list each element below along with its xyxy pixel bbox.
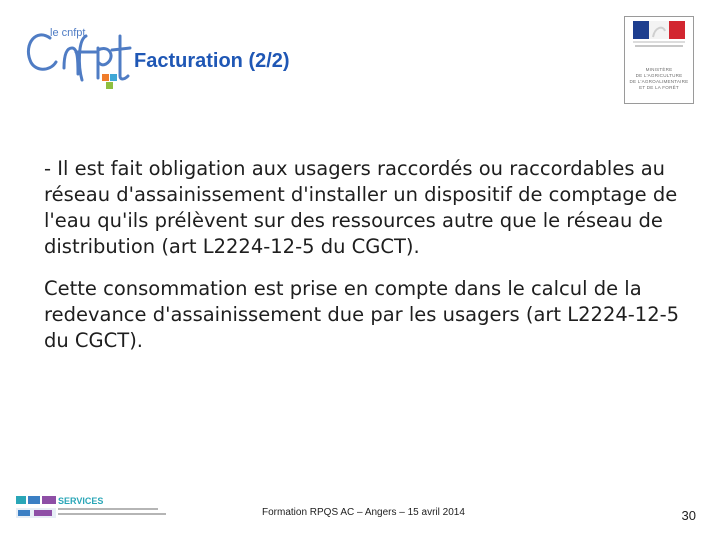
services-logo-text: SERVICES xyxy=(58,496,104,506)
cnfpt-logo xyxy=(20,18,140,96)
ministry-line: ET DE LA FORÊT xyxy=(639,85,679,90)
logo-label: le cnfpt xyxy=(50,27,86,39)
slide-body xyxy=(44,156,694,370)
services-logo xyxy=(16,494,166,524)
footer-caption: Formation RPQS AC – Angers – 15 avril 2014 xyxy=(262,507,465,518)
ministry-line: MINISTÈRE xyxy=(645,67,673,72)
paragraph: - Il est fait obligation aux usagers raccordés ou raccordables au réseau d'assainissement d'installer un dispositif de comptage de l'eau qu'ils prélèvent sur des ressources autre que le réseau de distribution (art L2224-12-5 du CGCT). xyxy=(44,157,678,258)
page-number: 30 xyxy=(681,508,696,523)
marianne-flag-icon xyxy=(625,17,693,63)
paragraph: Cette consommation est prise en compte dans le calcul de la redevance d'assainissement due par les usagers (art L2224-12-5 du CGCT). xyxy=(44,277,680,352)
ministry-line: DE L'AGRICULTURE xyxy=(635,73,683,78)
ministry-line: DE L'AGROALIMENTAIRE xyxy=(629,79,689,84)
slide-title: Facturation (2/2) xyxy=(134,50,290,72)
ministry-logo xyxy=(624,16,694,104)
